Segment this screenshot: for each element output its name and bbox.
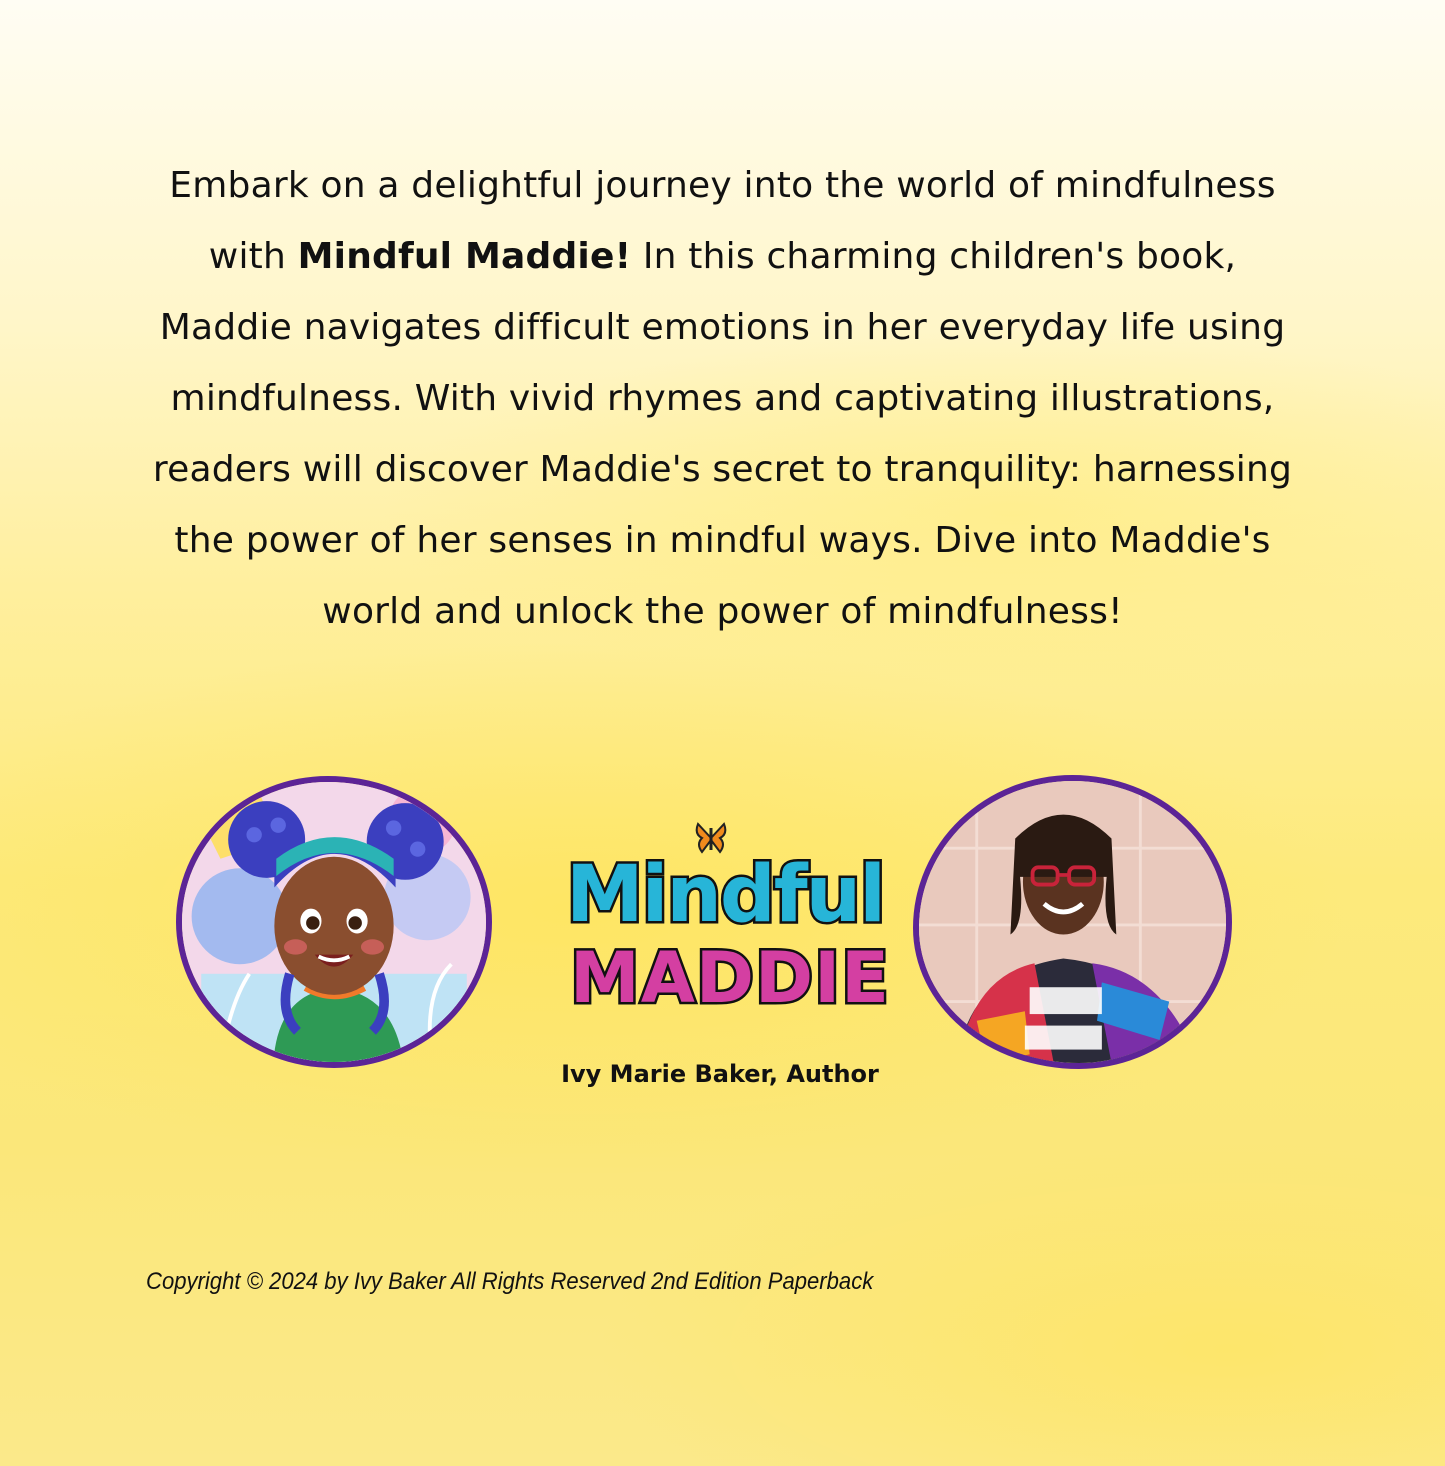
- author-photo-image: [919, 781, 1226, 1063]
- book-description: [140, 150, 1305, 647]
- maddie-illustration-image: [182, 782, 486, 1062]
- description-body: In this charming children's book, Maddie navigates difficult emotions in her everyday life using mindfulness. With vivid rhymes and captivating illustrations, readers will discover Maddie's secret to tranquility: harnessing the power of her senses in mindful ways. Dive into Maddie's world and unlock the power of mindfulness!: [152, 236, 1293, 632]
- mindful-maddie-logo: [560, 820, 900, 1030]
- copyright-notice: Copyright © 2024 by Ivy Baker All Rights Reserved 2nd Edition Paperback: [146, 1268, 874, 1295]
- author-credit: Ivy Marie Baker, Author: [561, 1060, 879, 1088]
- logo-title-maddie: MADDIE: [570, 937, 890, 1019]
- book-title-inline: Mindful Maddie!: [297, 236, 632, 277]
- logo-title-mindful: Mindful: [566, 850, 884, 940]
- maddie-illustration: [176, 776, 492, 1068]
- author-photo: [913, 775, 1232, 1069]
- description-intro: Embark on a delightful journey into the world of mindfulness with: [169, 165, 1276, 277]
